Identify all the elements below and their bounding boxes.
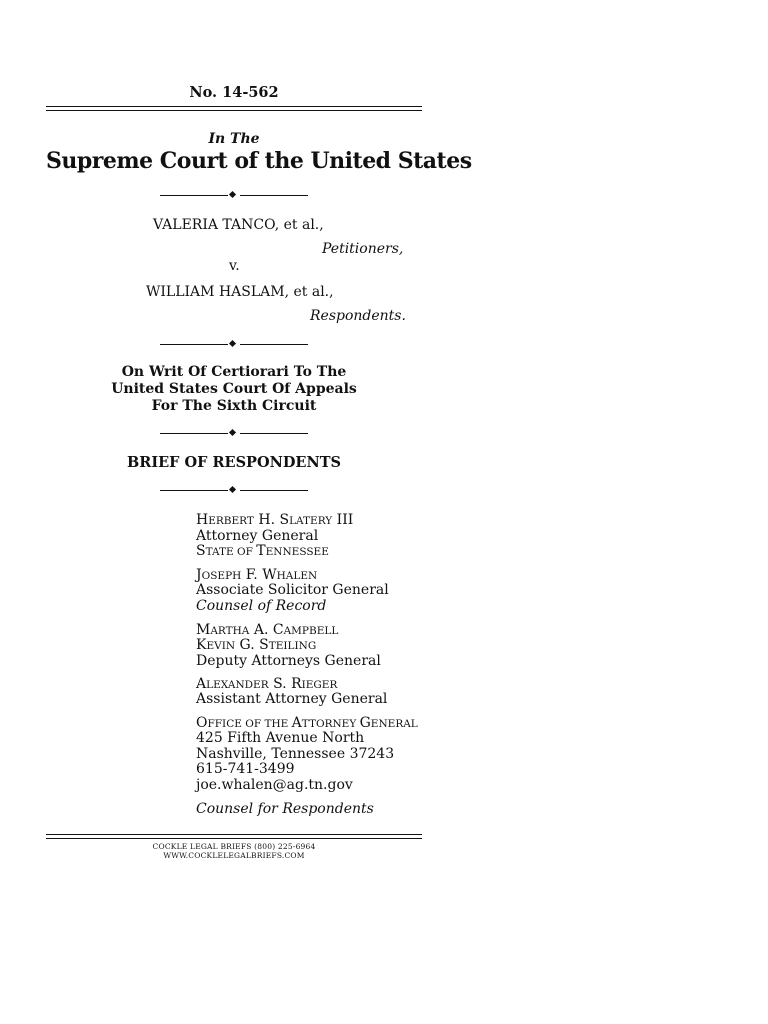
counsel-title: Associate Solicitor General (196, 582, 389, 598)
office-address: 425 Fifth Avenue North (196, 730, 365, 746)
counsel-name-steiling: KEVIN G. STEILING (196, 637, 317, 653)
counsel-name-slatery: HERBERT H. SLATERY III (196, 512, 354, 528)
office-email: joe.whalen@ag.tn.gov (196, 777, 353, 793)
counsel-title: Deputy Attorneys General (196, 653, 381, 669)
office-name: OFFICE OF THE ATTORNEY GENERAL (196, 715, 418, 731)
docket-number: No. 14-562 (189, 84, 279, 101)
ornament-divider (160, 191, 308, 201)
respondent-name: WILLIAM HASLAM, et al., (146, 284, 334, 300)
court-prefix: In The (208, 131, 260, 147)
writ-line: For The Sixth Circuit (151, 398, 317, 414)
office-address: Nashville, Tennessee 37243 (196, 746, 395, 762)
respondent-role: Respondents. (310, 308, 406, 324)
office-phone: 615-741-3499 (196, 761, 295, 777)
ornament-divider (160, 340, 308, 350)
counsel-name-rieger: ALEXANDER S. RIEGER (196, 676, 338, 692)
counsel-title: Attorney General (196, 528, 319, 544)
counsel-name-whalen: JOSEPH F. WHALEN (196, 567, 318, 583)
petitioner-name: VALERIA TANCO, et al., (153, 217, 324, 233)
bottom-double-rule (46, 834, 422, 839)
writ-line: United States Court Of Appeals (111, 381, 357, 397)
ornament-divider (160, 486, 308, 496)
counsel-for-respondents: Counsel for Respondents (196, 801, 374, 817)
court-name: Supreme Court of the United States (46, 148, 472, 174)
ornament-divider (160, 429, 308, 439)
counsel-state: STATE OF TENNESSEE (196, 543, 329, 559)
writ-line: On Writ Of Certiorari To The (121, 364, 347, 380)
top-double-rule (46, 106, 422, 111)
printer-website: WWW.COCKLELEGALBRIEFS.COM (163, 851, 305, 860)
brief-title: BRIEF OF RESPONDENTS (127, 454, 341, 471)
counsel-of-record: Counsel of Record (196, 598, 327, 614)
counsel-title: Assistant Attorney General (196, 691, 388, 707)
petitioner-role: Petitioners, (322, 241, 404, 257)
counsel-name-campbell: MARTHA A. CAMPBELL (196, 622, 339, 638)
printer-credit: COCKLE LEGAL BRIEFS (800) 225-6964 (152, 842, 316, 851)
versus-label: v. (229, 258, 240, 274)
